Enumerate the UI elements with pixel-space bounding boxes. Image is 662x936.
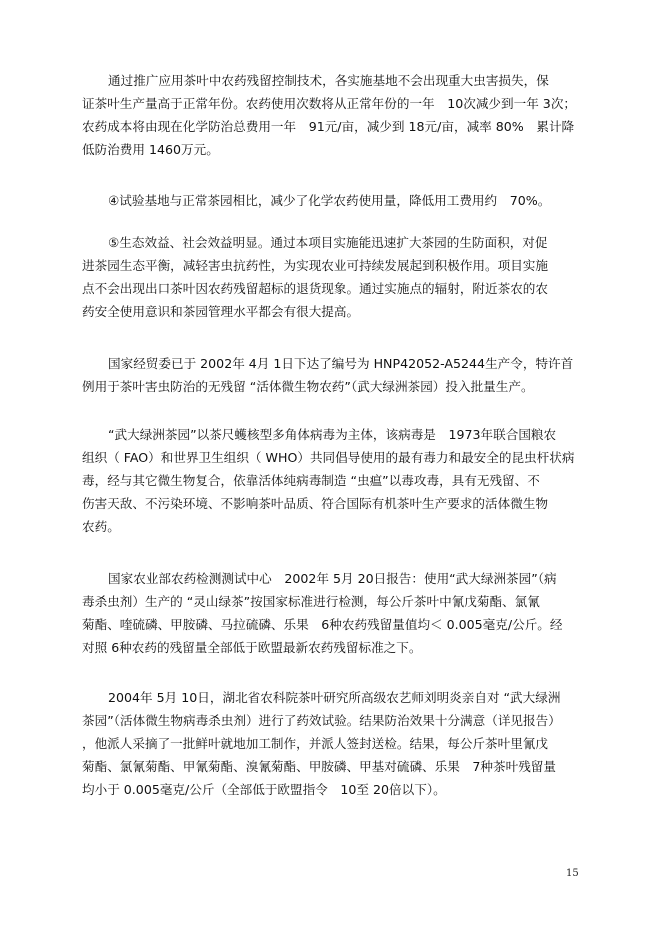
paragraph-line: 低防治费用 1460万元。 (82, 142, 219, 157)
paragraph-line: 均小于 0.005毫克/公斤（全部低于欧盟指令 10至 20倍以下）。 (82, 782, 446, 797)
paragraph-line: 通过推广应用茶叶中农药残留控制技术，各实施基地不会出现重大虫害损失，保 (108, 73, 549, 88)
paragraph-line: 进茶园生态平衡，减轻害虫抗药性，为实现农业可持续发展起到积极作用。项目实施 (82, 258, 548, 273)
paragraph-line: “武大绿洲茶园”以茶尺蠖核型多角体病毒为主体，该病毒是 1973年联合国粮农 (108, 427, 557, 442)
paragraph-line: 菊酯、喹硫磷、甲胺磷、马拉硫磷、乐果 6种农药残留量值均＜ 0.005毫克/公斤。经 (82, 617, 563, 632)
paragraph-hubei-trial (82, 686, 582, 801)
paragraph-line: 农药。 (82, 519, 120, 534)
paragraph-line: 国家农业部农药检测测试中心 2002年 5月 20日报告：使用“武大绿洲茶园”（病 (108, 571, 557, 586)
page-number: 15 (566, 868, 579, 879)
paragraph-pesticide-reduction (82, 69, 582, 161)
paragraph-line: 毒，经与其它微生物复合，依靠活体纯病毒制造 “虫瘟”以毒攻毒，具有无残留、不 (82, 473, 540, 488)
paragraph-line: 证茶叶生产量高于正常年份。农药使用次数将从正常年份的一年 10次减少到一年 3次； (82, 96, 577, 111)
paragraph-product-description (82, 423, 582, 538)
paragraph-line: 伤害天敌、不污染环境、不影响茶叶品质、符合国际有机茶叶生产要求的活体微生物 (82, 496, 548, 511)
paragraph-line: 毒杀虫剂）生产的 “灵山绿茶”按国家标准进行检测，每公斤茶叶中氰戊菊酯、氯氰 (82, 594, 540, 609)
paragraph-line: ，他派人采摘了一批鲜叶就地加工制作，并派人签封送检。结果，每公斤茶叶里氰戊 (82, 736, 548, 751)
paragraph-ministry-report (82, 567, 582, 659)
paragraph-line: 对照 6种农药的残留量全部低于欧盟最新农药残留标准之下。 (82, 640, 422, 655)
paragraph-line: ④试验基地与正常茶园相比，减少了化学农药使用量，降低用工费用约 70%。 (108, 193, 551, 208)
paragraph-line: 点不会出现出口茶叶因农药残留超标的退货现象。通过实施点的辐射，附近茶农的农 (82, 281, 548, 296)
paragraph-point-4 (82, 189, 582, 212)
paragraph-line: ⑤生态效益、社会效益明显。通过本项目实施能迅速扩大茶园的生防面积，对促 (108, 235, 548, 250)
paragraph-line: 农药成本将由现在化学防治总费用一年 91元/亩，减少到 18元/亩，减率 80% 累计降 (82, 119, 575, 134)
paragraph-line: 2004年 5月 10日，湖北省农科院茶叶研究所高级农艺师刘明炎亲自对 “武大绿洲 (108, 690, 561, 705)
paragraph-point-5 (82, 231, 582, 323)
paragraph-line: 菊酯、氯氰菊酯、甲氰菊酯、溴氰菊酯、甲胺磷、甲基对硫磷、乐果 7种茶叶残留量 (82, 759, 556, 774)
paragraph-line: 组织（ FAO）和世界卫生组织（ WHO）共同倡导使用的最有毒力和最安全的昆虫杆状病 (82, 450, 575, 465)
paragraph-approval (82, 352, 582, 398)
paragraph-line: 茶园”（活体微生物病毒杀虫剂）进行了药效试验。结果防治效果十分满意（详见报告） (82, 713, 561, 728)
paragraph-line: 例用于茶叶害虫防治的无残留 “活体微生物农药”（武大绿洲茶园）投入批量生产。 (82, 379, 534, 394)
paragraph-line: 药安全使用意识和茶园管理水平都会有很大提高。 (82, 304, 360, 319)
paragraph-line: 国家经贸委已于 2002年 4月 1日下达了编号为 HNP42052-A5244生产令，特许首 (108, 356, 574, 371)
